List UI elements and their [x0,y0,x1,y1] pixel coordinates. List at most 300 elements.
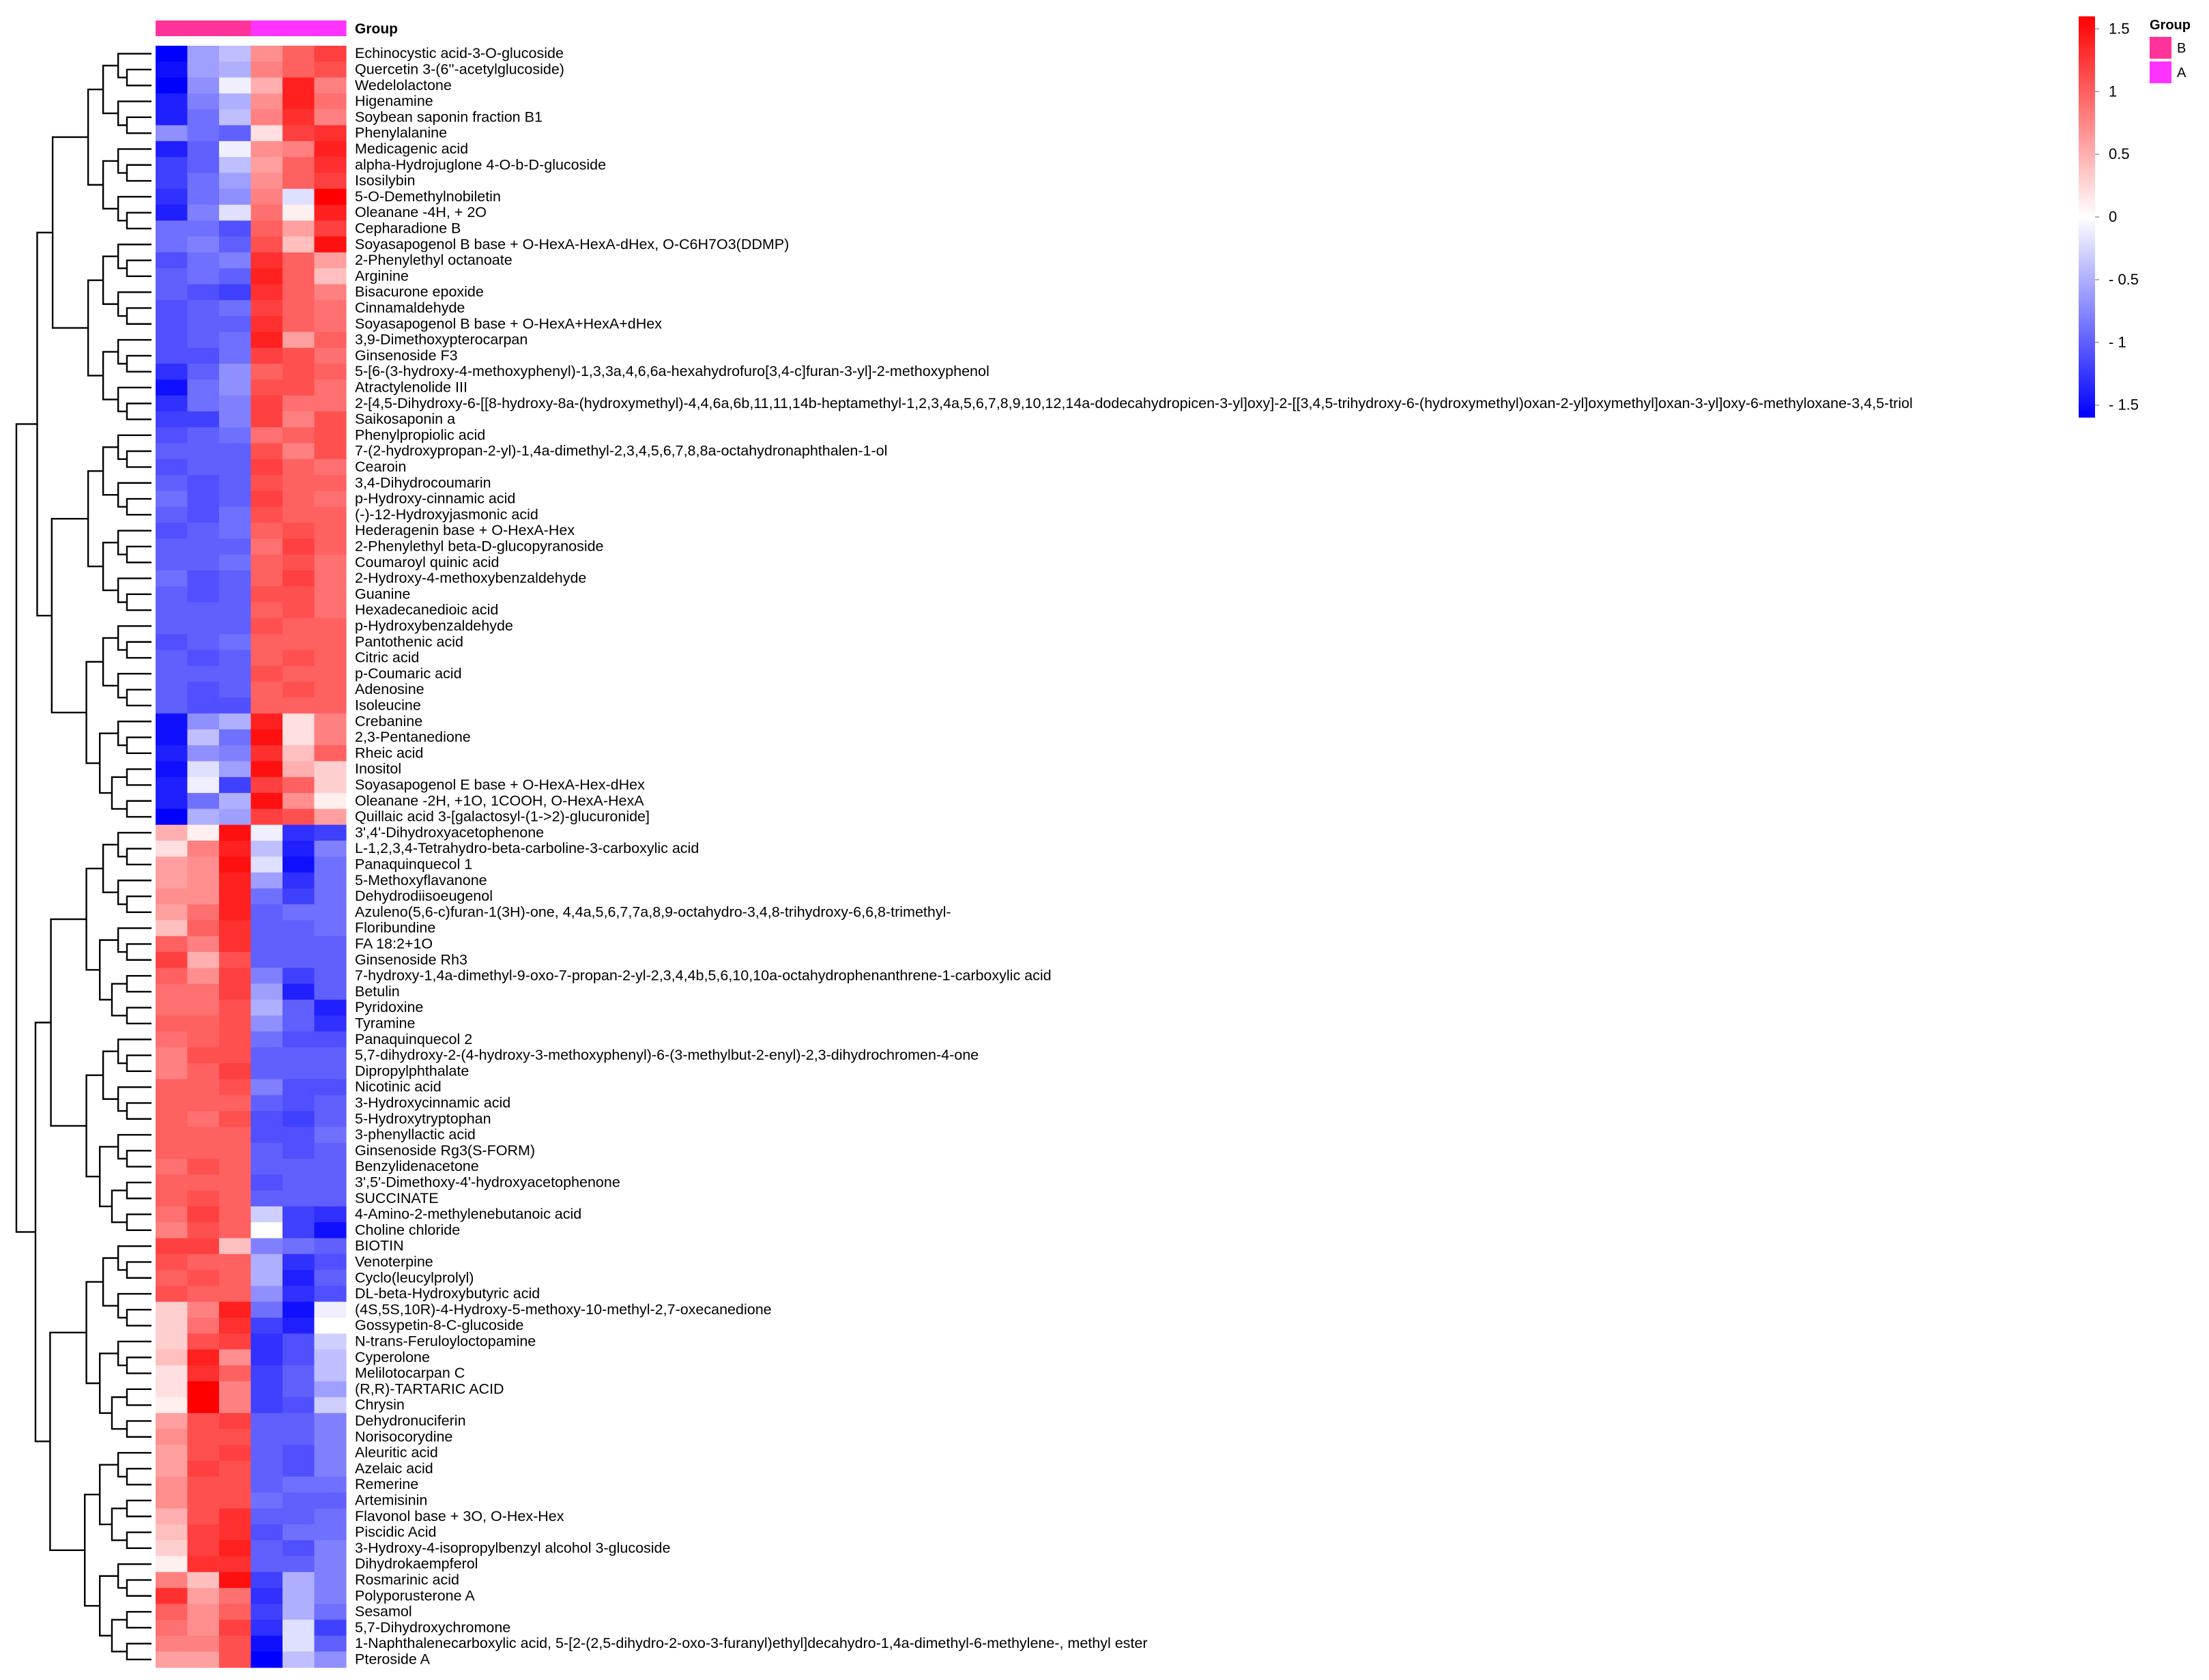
heatmap-cell [315,586,347,603]
heatmap-cell [251,603,283,619]
heatmap-cell [219,1318,251,1334]
heatmap-cell [283,1492,315,1509]
heatmap-cell [283,777,315,794]
heatmap-cell [156,444,188,460]
heatmap-cell [315,1445,347,1461]
heatmap-cell [251,1143,283,1159]
heatmap-cell [315,570,347,587]
heatmap-cell [188,205,220,221]
dendrogram-branch [127,1183,151,1198]
dendrogram-branch [127,213,151,229]
heatmap-cell [315,873,347,889]
heatmap-cell [156,1651,188,1668]
heatmap-cell [156,523,188,539]
heatmap-cell [219,1286,251,1302]
heatmap-cell [156,586,188,603]
row-label: Isoleucine [355,697,421,714]
heatmap-cell [315,126,347,142]
heatmap-cell [219,1254,251,1271]
heatmap-cell [188,1318,220,1334]
heatmap-cell [251,1556,283,1573]
heatmap-cell [188,1413,220,1430]
row-label: Betulin [355,983,400,1000]
heatmap-cell [188,364,220,380]
heatmap-cell [219,61,251,78]
heatmap-cell [251,1477,283,1493]
heatmap-cell [251,1254,283,1271]
heatmap-cell [315,745,347,762]
heatmap-cell [315,1381,347,1397]
heatmap-cell [156,1604,188,1620]
heatmap-cell [156,1365,188,1382]
dendrogram-branch [103,66,118,113]
heatmap-cell [219,285,251,301]
heatmap-cell [156,793,188,809]
heatmap-cell [251,1159,283,1175]
heatmap-cell [283,1302,315,1318]
row-label: Venoterpine [355,1253,433,1270]
heatmap-cell [283,78,315,94]
heatmap-cell [283,650,315,666]
row-label: Panaquinquecol 2 [355,1030,473,1047]
heatmap-cell [219,1540,251,1556]
heatmap-cell [283,491,315,507]
heatmap-cell [156,1206,188,1223]
heatmap-cell [156,570,188,587]
heatmap-cell [188,570,220,587]
heatmap-cell [283,1365,315,1382]
heatmap-cell [219,936,251,953]
heatmap-cell [315,1159,347,1175]
heatmap-cell [188,697,220,714]
heatmap-cell [156,1636,188,1652]
dendrogram-branch [127,356,151,371]
heatmap-cell [315,285,347,301]
heatmap-cell [251,1302,283,1318]
heatmap-cell [251,1572,283,1589]
heatmap-cell [283,1572,315,1589]
heatmap-cell [251,841,283,857]
heatmap-cell [188,1206,220,1223]
heatmap-cell [315,93,347,110]
heatmap-cell [219,873,251,889]
heatmap-cell [219,348,251,364]
heatmap-cell [283,1509,315,1525]
heatmap-cell [315,1588,347,1604]
dendrogram-branch [112,777,127,809]
row-label: Quercetin 3-(6''-acetylglucoside) [355,61,564,78]
heatmap-cell [283,1540,315,1556]
dendrogram-branch [127,403,151,419]
heatmap-cell [156,1015,188,1032]
heatmap-cell [219,1397,251,1414]
row-label: Choline chloride [355,1221,461,1239]
heatmap-cell [156,364,188,380]
heatmap-cell [251,1174,283,1191]
heatmap-cell [188,586,220,603]
row-label: Higenamine [355,93,433,110]
heatmap-cell [188,729,220,746]
row-label: Polyporusterone A [355,1587,475,1604]
heatmap-cell [251,237,283,253]
row-label: Dehydronuciferin [355,1412,466,1429]
heatmap-cell [251,618,283,635]
heatmap-cell [315,1540,347,1556]
heatmap-cell [251,729,283,746]
heatmap-cell [188,1222,220,1239]
dendrogram-branch [127,451,151,467]
dendrogram-branch [100,734,118,793]
colorbar-tick-label: 0 [2109,208,2118,225]
heatmap-cell [283,252,315,269]
heatmap-cell [219,1239,251,1255]
heatmap-cell [156,1350,188,1366]
heatmap-cell [219,1206,251,1223]
heatmap-cell [188,1540,220,1556]
row-label: 3,4-Dihydrocoumarin [355,474,491,491]
heatmap-cell [283,109,315,126]
heatmap-cell [156,1333,188,1350]
heatmap-cell [251,968,283,984]
heatmap-cell [188,237,220,253]
dendrogram-branch [103,638,118,686]
heatmap-cell [188,555,220,571]
heatmap-cell [188,459,220,476]
heatmap-cell [283,1350,315,1366]
heatmap-cell [283,1239,315,1255]
heatmap-cell [283,888,315,905]
heatmap-cell [219,1524,251,1541]
heatmap-cell [315,603,347,619]
heatmap-cell [283,952,315,968]
row-label: Panaquinquecol 1 [355,856,473,873]
heatmap-cell [251,1588,283,1604]
heatmap-cell [219,1429,251,1445]
heatmap-cell [315,1143,347,1159]
heatmap-cell [315,697,347,714]
heatmap-cell [251,1191,283,1207]
heatmap-cell [219,173,251,189]
dendrogram-branch [127,165,151,181]
heatmap-cell [283,682,315,698]
row-label: 3-phenyllactic acid [355,1126,476,1143]
heatmap-cell [251,793,283,809]
row-label: Bisacurone epoxide [355,283,484,300]
heatmap-cell [315,1239,347,1255]
heatmap-cell [283,1191,315,1207]
heatmap-cell [251,316,283,332]
heatmap-cell [283,1127,315,1143]
dendrogram-branch [112,984,127,1016]
heatmap-cell [283,1461,315,1477]
heatmap-cell [283,523,315,539]
heatmap-cell [251,1524,283,1541]
heatmap-cell [283,841,315,857]
heatmap-cell [156,507,188,523]
heatmap-cell [251,1651,283,1668]
heatmap-cell [251,348,283,364]
heatmap-cell [219,1302,251,1318]
heatmap-cell [219,634,251,650]
heatmap-cell [315,173,347,189]
heatmap-cell [188,444,220,460]
heatmap-cell [156,1477,188,1493]
heatmap-cell [219,252,251,269]
heatmap-cell [156,1572,188,1589]
legend-swatch [2150,61,2171,83]
dendrogram-branch [118,1342,151,1365]
row-label: Dipropylphthalate [355,1062,470,1080]
heatmap-cell [251,300,283,317]
heatmap-cell [188,332,220,348]
heatmap-cell [251,856,283,873]
heatmap-cell [188,411,220,428]
group-annotation-cell [188,20,220,36]
heatmap-cell [251,1413,283,1430]
heatmap-cell [283,1318,315,1334]
heatmap-cell [188,888,220,905]
dendrogram-branch [127,769,151,785]
heatmap-cell [283,809,315,825]
heatmap-cell [251,141,283,158]
heatmap-cell [188,762,220,778]
heatmap-cell [156,93,188,110]
dendrogram-branch [127,976,151,991]
heatmap-cell [283,825,315,841]
heatmap-cell [219,714,251,730]
row-label: 1-Naphthalenecarboxylic acid, 5-[2-(2,5-dihydro-2-oxo-3-furanyl)ethyl]decahydro-1,4a-dimethyl-6-methylene-, methyl ester [355,1635,1148,1652]
dendrogram-root [16,424,37,1232]
heatmap-cell [188,252,220,269]
heatmap-cell [219,603,251,619]
heatmap-cell [251,682,283,698]
row-label: Rosmarinic acid [355,1571,459,1588]
heatmap-cell [188,491,220,507]
row-label: Arginine [355,267,409,285]
heatmap-cell [251,888,283,905]
heatmap-cell [251,762,283,778]
heatmap-cell [219,268,251,285]
heatmap-cell [156,173,188,189]
row-label: Floribundine [355,919,436,936]
heatmap-cell [251,825,283,841]
heatmap-cell [156,618,188,635]
heatmap-cell [188,1174,220,1191]
heatmap-cell [156,1286,188,1302]
dendrogram-branch [127,308,151,323]
heatmap-cell [251,1397,283,1414]
dendrogram-branch [118,674,151,697]
heatmap-cell [219,952,251,968]
colorbar-tick-label: - 1 [2109,333,2126,351]
heatmap-cell [283,379,315,396]
dendrogram-branch [127,1008,151,1024]
heatmap-cell [156,682,188,698]
heatmap-cell [219,1047,251,1064]
heatmap-cell [315,777,347,794]
heatmap-cell [219,856,251,873]
dendrogram-branch [118,579,151,603]
heatmap-cell [156,1143,188,1159]
heatmap-cell [283,300,315,317]
heatmap-cell [188,984,220,1000]
heatmap-cell [315,1477,347,1493]
heatmap-cell [156,1159,188,1175]
dendrogram-branch [118,1294,151,1318]
heatmap-cell [156,984,188,1000]
row-label: 2-Phenylethyl beta-D-glucopyranoside [355,538,604,555]
heatmap-cell [283,1397,315,1414]
heatmap-cell [188,523,220,539]
heatmap-cell [315,984,347,1000]
heatmap-cell [156,1524,188,1541]
heatmap-cell [188,1604,220,1620]
row-label: Quillaic acid 3-[galactosyl-(1->2)-glucuronide] [355,808,650,825]
heatmap-cell [219,189,251,205]
heatmap-cell [188,1159,220,1175]
heatmap-cell [188,1239,220,1255]
heatmap-cell [188,427,220,444]
dendrogram-branch [118,102,151,126]
heatmap-cell [188,809,220,825]
dendrogram-branch [127,1468,151,1484]
heatmap-cell [315,1286,347,1302]
heatmap-cell [283,46,315,62]
row-label: Flavonol base + 3O, O-Hex-Hex [355,1507,564,1524]
heatmap-cell [283,1333,315,1350]
heatmap-cell [251,189,283,205]
dendrogram-branch [118,721,151,745]
row-label: 5-O-Demethylnobiletin [355,188,501,205]
heatmap-cell [315,1127,347,1143]
heatmap-cell [156,745,188,762]
heatmap-cell [156,1174,188,1191]
heatmap-cell [251,459,283,476]
dendrogram-branch [103,1258,118,1306]
heatmap-cell [251,714,283,730]
heatmap-cell [188,396,220,412]
dendrogram-branch [127,1309,151,1325]
heatmap-cell [188,1286,220,1302]
heatmap-cell [156,1509,188,1525]
heatmap-cell [156,237,188,253]
heatmap-cell [156,1492,188,1509]
heatmap-cell [219,1222,251,1239]
heatmap-cell [219,93,251,110]
heatmap-cell [283,1445,315,1461]
heatmap-cell [283,173,315,189]
heatmap-cell [156,809,188,825]
heatmap-cell [283,1015,315,1032]
heatmap-cell [315,762,347,778]
row-label: 3-Hydroxycinnamic acid [355,1094,511,1111]
heatmap-cell [219,825,251,841]
heatmap-cell [188,1095,220,1112]
heatmap-cell [315,46,347,62]
heatmap-cell [219,888,251,905]
heatmap-cell [283,921,315,937]
heatmap-cell [156,126,188,142]
heatmap-cell [219,1159,251,1175]
heatmap-cell [315,507,347,523]
heatmap-cell [283,1556,315,1573]
heatmap-cell [251,1429,283,1445]
heatmap-cell [251,1000,283,1016]
row-label: p-Coumaric acid [355,665,462,682]
heatmap-cell [251,126,283,142]
heatmap-cell [251,1047,283,1064]
heatmap-cell [188,921,220,937]
heatmap-cell [251,697,283,714]
heatmap-cell [219,157,251,173]
heatmap-cell [188,507,220,523]
heatmap-cell [188,682,220,698]
heatmap-cell [156,1254,188,1271]
dendrogram-branch [127,690,151,706]
heatmap-cell [251,285,283,301]
heatmap-cell [315,1365,347,1382]
heatmap-cell [219,459,251,476]
heatmap-cell [219,1572,251,1589]
heatmap-cell [315,1429,347,1445]
heatmap-cell [283,1047,315,1064]
heatmap-cell [251,1080,283,1096]
legend-label: A [2177,66,2186,81]
heatmap-cell [156,1222,188,1239]
heatmap-cell [283,157,315,173]
dendrogram-branch [112,1509,127,1541]
row-label: p-Hydroxybenzaldehyde [355,617,513,634]
heatmap-cell [219,396,251,412]
heatmap-cell [315,1111,347,1127]
heatmap-cell [156,921,188,937]
heatmap-cell [219,1000,251,1016]
heatmap-cell [156,475,188,491]
heatmap-cell [156,1620,188,1636]
row-label: Soyasapogenol B base + O-HexA-HexA-dHex, O-C6H7O3(DDMP) [355,235,790,252]
heatmap-cell [315,666,347,682]
colorbar-gradient [2079,16,2095,418]
dendrogram-branch [127,499,151,515]
heatmap-cell [283,793,315,809]
heatmap-cell [188,189,220,205]
heatmap-cell [283,570,315,587]
heatmap-cell [188,109,220,126]
row-label: Benzylidenacetone [355,1158,479,1175]
heatmap-cell [188,1381,220,1397]
heatmap-cell [219,1651,251,1668]
dendrogram-branch [103,542,118,590]
dendrogram-branch [87,1282,104,1384]
heatmap-cell [219,444,251,460]
heatmap-cell [251,586,283,603]
row-label: alpha-Hydrojuglone 4-O-b-D-glucoside [355,156,607,173]
dendrogram-branch [118,244,151,268]
heatmap-cell [219,507,251,523]
group-annotation-cell [251,20,283,36]
heatmap-cell [188,841,220,857]
dendrogram-branch [127,1533,151,1548]
heatmap-cell [283,141,315,158]
heatmap-cell [251,1286,283,1302]
heatmap-cell [283,618,315,635]
heatmap-cell [283,396,315,412]
heatmap-cell [156,555,188,571]
heatmap-cell [251,109,283,126]
heatmap-cell [315,714,347,730]
row-label: Chrysin [355,1396,405,1413]
heatmap-cell [156,189,188,205]
